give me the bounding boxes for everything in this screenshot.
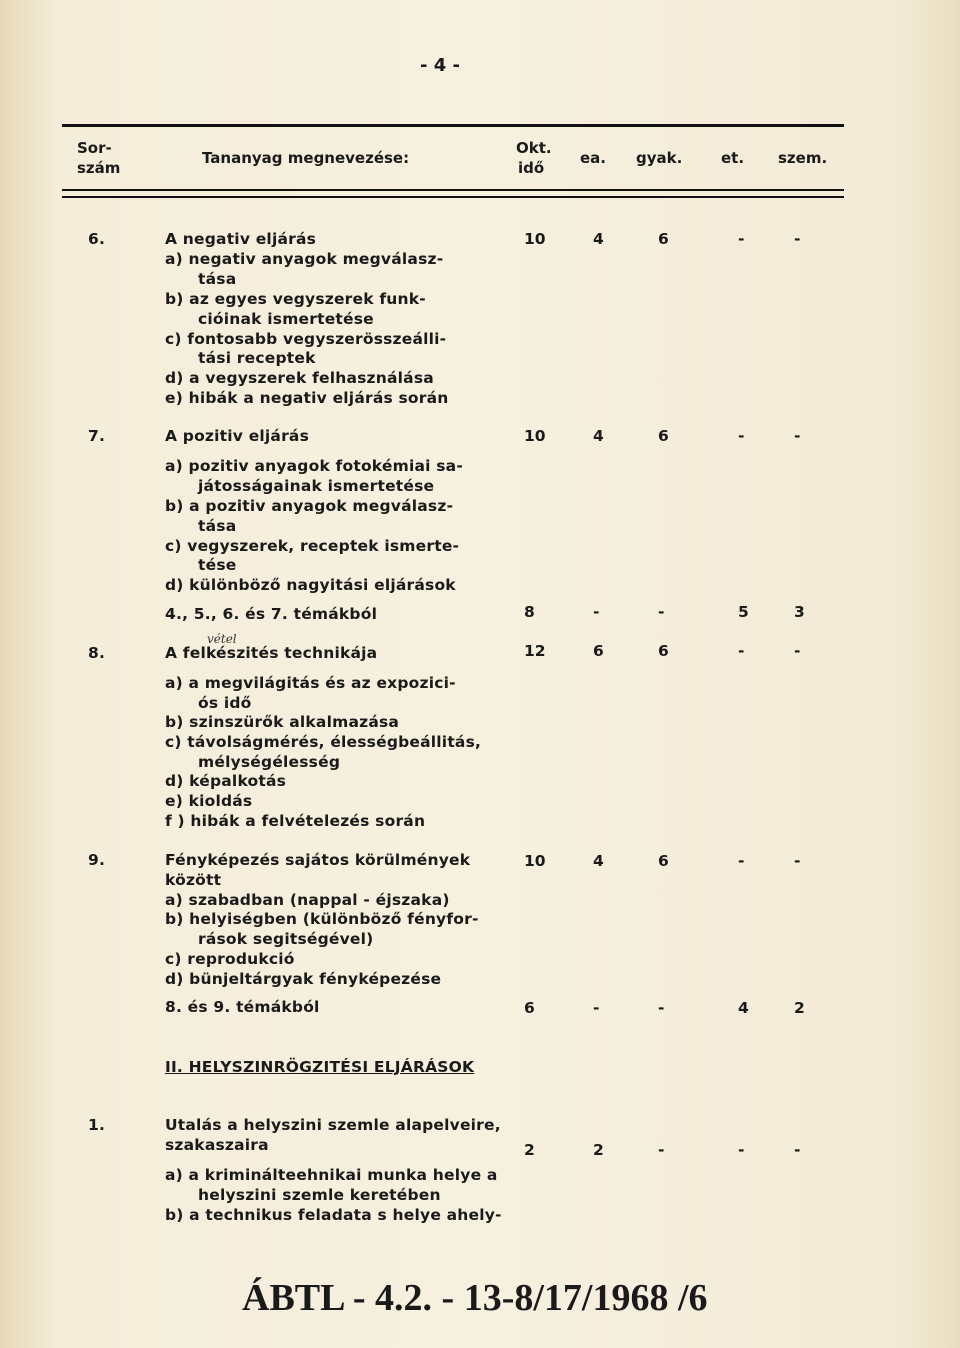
value-et: 5 [738,603,749,621]
header-ido: idő [518,159,545,177]
header-szem: szem. [778,149,828,167]
value-szem: - [794,427,801,445]
topic-line: tása [198,270,237,288]
topic-line: között [165,871,222,889]
value-et: - [738,230,745,248]
row-number: 9. [88,851,106,869]
header-szam: szám [77,159,121,177]
topic-line: a) szabadban (nappal - éjszaka) [165,891,450,909]
value-gyak: 6 [658,230,669,248]
topic-line: szakaszaira [165,1136,269,1154]
topic-line: tási receptek [198,349,316,367]
topic-line: a) pozitiv anyagok fotokémiai sa- [165,457,463,475]
handwritten-note: vétel [207,632,237,646]
value-szem: 2 [794,999,805,1017]
topic-line: rások segitségével) [198,930,374,948]
topic-line: e) kioldás [165,792,253,810]
topic-line: d) bünjeltárgyak fényképezése [165,970,442,988]
value-ea: - [593,999,600,1017]
topic-line: c) távolságmérés, élességbeállitás, [165,733,482,751]
topic-line: 8. és 9. témákból [165,998,320,1016]
value-okt: 2 [524,1141,535,1159]
value-szem: - [794,642,801,660]
value-okt: 10 [524,852,546,870]
topic-line: d) különböző nagyitási eljárások [165,576,456,594]
header-tananyag: Tananyag megnevezése: [202,149,410,167]
value-et: - [738,642,745,660]
value-et: - [738,1141,745,1159]
header-sor: Sor- [77,139,112,157]
value-szem: - [794,852,801,870]
topic-line: b) az egyes vegyszerek funk- [165,290,426,308]
topic-line: d) a vegyszerek felhasználása [165,369,434,387]
header-bottom-rule-2 [62,196,844,198]
topic-line: a) a kriminálteehnikai munka helye a [165,1166,498,1184]
value-gyak: - [658,603,665,621]
topic-line: f ) hibák a felvételezés során [165,812,426,830]
header-bottom-rule-1 [62,189,844,191]
topic-line: a) a megvilágitás és az expozici- [165,674,456,692]
topic-line: b) a technikus feladata s helye ahely- [165,1206,502,1224]
header-top-rule [62,124,844,127]
archive-reference: ÁBTL - 4.2. - 13-8/17/1968 /6 [242,1277,708,1319]
value-szem: - [794,1141,801,1159]
topic-line: mélységélesség [198,753,341,771]
topic-line: Fényképezés sajátos körülmények [165,851,471,869]
topic-line: helyszini szemle keretében [198,1186,441,1204]
value-gyak: 6 [658,427,669,445]
topic-line: d) képalkotás [165,772,287,790]
topic-line: c) fontosabb vegyszerösszeálli- [165,330,447,348]
value-okt: 12 [524,642,546,660]
topic-line: c) vegyszerek, receptek ismerte- [165,537,460,555]
topic-line: b) helyiségben (különböző fényfor- [165,910,479,928]
value-szem: - [794,230,801,248]
topic-line: játosságainak ismertetése [198,477,435,495]
value-gyak: - [658,1141,665,1159]
topic-line: A pozitiv eljárás [165,427,310,445]
topic-line: A felkészités technikája [165,644,378,662]
value-okt: 10 [524,427,546,445]
value-ea: 4 [593,230,604,248]
value-okt: 6 [524,999,535,1017]
topic-line: b) szinszürők alkalmazása [165,713,400,731]
value-szem: 3 [794,603,805,621]
header-et: et. [721,149,745,167]
topic-line: cióinak ismertetése [198,310,374,328]
topic-line: 4., 5., 6. és 7. témákból [165,605,378,623]
value-okt: 8 [524,603,535,621]
topic-line: a) negativ anyagok megválasz- [165,250,444,268]
page-number: - 4 - [420,55,460,76]
value-gyak: 6 [658,852,669,870]
value-gyak: - [658,999,665,1017]
value-ea: 4 [593,852,604,870]
header-gyak: gyak. [636,149,683,167]
header-okt: Okt. [516,139,552,157]
value-ea: 4 [593,427,604,445]
value-et: - [738,427,745,445]
value-et: - [738,852,745,870]
row-number: 6. [88,230,106,248]
topic-line: II. HELYSZINRÖGZITÉSI ELJÁRÁSOK [165,1058,475,1076]
value-okt: 10 [524,230,546,248]
value-ea: 2 [593,1141,604,1159]
topic-line: ós idő [198,694,252,712]
row-number: 8. [88,644,106,662]
row-number: 7. [88,427,106,445]
row-number: 1. [88,1116,106,1134]
topic-line: c) reprodukció [165,950,295,968]
topic-line: e) hibák a negativ eljárás során [165,389,449,407]
header-ea: ea. [580,149,606,167]
topic-line: tása [198,517,237,535]
topic-line: b) a pozitiv anyagok megválasz- [165,497,454,515]
value-ea: - [593,603,600,621]
topic-line: Utalás a helyszini szemle alapelveire, [165,1116,501,1134]
value-ea: 6 [593,642,604,660]
topic-line: tése [198,556,237,574]
value-gyak: 6 [658,642,669,660]
value-et: 4 [738,999,749,1017]
topic-line: A negativ eljárás [165,230,317,248]
